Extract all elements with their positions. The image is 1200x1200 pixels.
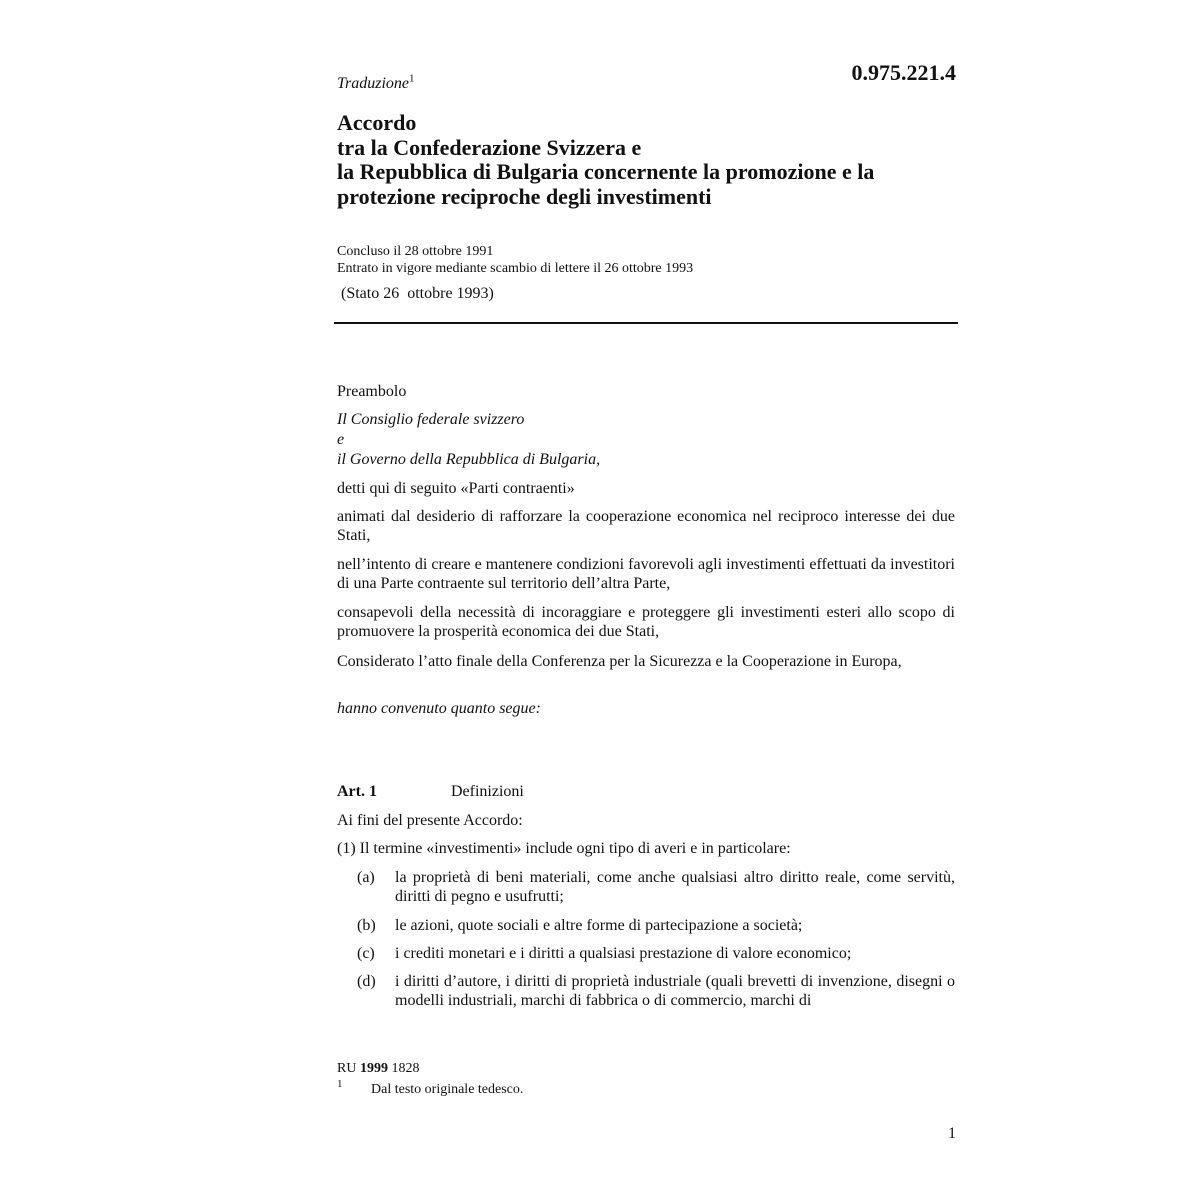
list-item-label: (d) xyxy=(357,973,376,990)
article-number: Art. 1 xyxy=(337,783,377,800)
title-line: la Repubblica di Bulgaria concernente la promozione e la xyxy=(337,159,875,184)
preamble-party-2: il Governo della Repubblica di Bulgaria, xyxy=(337,451,601,468)
article-heading xyxy=(337,782,524,801)
footnote-text: Dal testo originale tedesco. xyxy=(371,1082,524,1097)
ru-page: 1828 xyxy=(387,1061,420,1076)
sr-number: 0.975.221.4 xyxy=(851,60,956,85)
page-number: 1 xyxy=(948,1125,956,1142)
footnote-reference[interactable]: 1 xyxy=(409,72,415,85)
preamble-heading: Preambolo xyxy=(337,383,407,400)
preamble-recital: consapevoli della necessità di incoraggiare e proteggere gli investimenti esteri allo scopo di promuovere la prosperità economica dei due Stati, xyxy=(337,604,955,640)
translation-label-text: Traduzione xyxy=(337,75,410,92)
header-divider xyxy=(334,322,958,324)
article-paragraph: (1) Il termine «investimenti» include ogni tipo di averi e in particolare: xyxy=(337,840,791,857)
list-item-text: la proprietà di beni materiali, come anche qualsiasi altro diritto reale, come servitù, diritti di pegno e usufrutti; xyxy=(395,869,955,905)
preamble-recital: animati dal desiderio di rafforzare la cooperazione economica nel reciproco interesse dei due Stati, xyxy=(337,508,955,544)
preamble-designation: detti qui di seguito «Parti contraenti» xyxy=(337,480,575,497)
article-title: Definizioni xyxy=(451,783,524,800)
title-line: tra la Confederazione Svizzera e xyxy=(337,134,642,160)
list-item-text: i diritti d’autore, i diritti di proprietà industriale (quali brevetti di invenzione, disegni o modelli industriali, marchi di fabbrica o di commercio, marchi di xyxy=(395,973,955,1009)
list-item-label: (c) xyxy=(357,945,375,962)
ru-year: 1999 xyxy=(359,1061,388,1076)
preamble-party-1: Il Consiglio federale svizzero xyxy=(337,411,525,428)
concluded-date: Concluso il 28 ottobre 1991 xyxy=(337,244,494,259)
footnote-number: 1 xyxy=(337,1078,343,1090)
title-line: Accordo xyxy=(337,110,417,135)
entry-into-force: Entrato in vigore mediante scambio di lettere il 26 ottobre 1993 xyxy=(337,261,694,276)
list-item-label: (a) xyxy=(357,869,375,886)
document-title xyxy=(337,111,957,209)
preamble-closing: hanno convenuto quanto segue: xyxy=(337,700,541,717)
official-compilation-reference xyxy=(337,1060,419,1077)
ru-prefix: RU xyxy=(337,1061,360,1076)
list-item-text: le azioni, quote sociali e altre forme di partecipazione a società; xyxy=(395,917,803,934)
preamble-recital: Considerato l’atto finale della Conferenza per la Sicurezza e la Cooperazione in Europa, xyxy=(337,653,902,670)
translation-label xyxy=(337,74,415,94)
list-item-label: (b) xyxy=(357,917,376,934)
status-date: (Stato 26 ottobre 1993) xyxy=(337,285,494,302)
title-line: protezione reciproche degli investimenti xyxy=(337,183,712,209)
list-item-text: i crediti monetari e i diritti a qualsiasi prestazione di valore economico; xyxy=(395,945,852,962)
article-intro: Ai fini del presente Accordo: xyxy=(337,812,523,829)
preamble-recital: nell’intento di creare e mantenere condizioni favorevoli agli investimenti effettuati da investitori di una Parte contraente sul territorio dell’altra Parte, xyxy=(337,556,955,592)
preamble-conjunction: e xyxy=(337,431,345,448)
